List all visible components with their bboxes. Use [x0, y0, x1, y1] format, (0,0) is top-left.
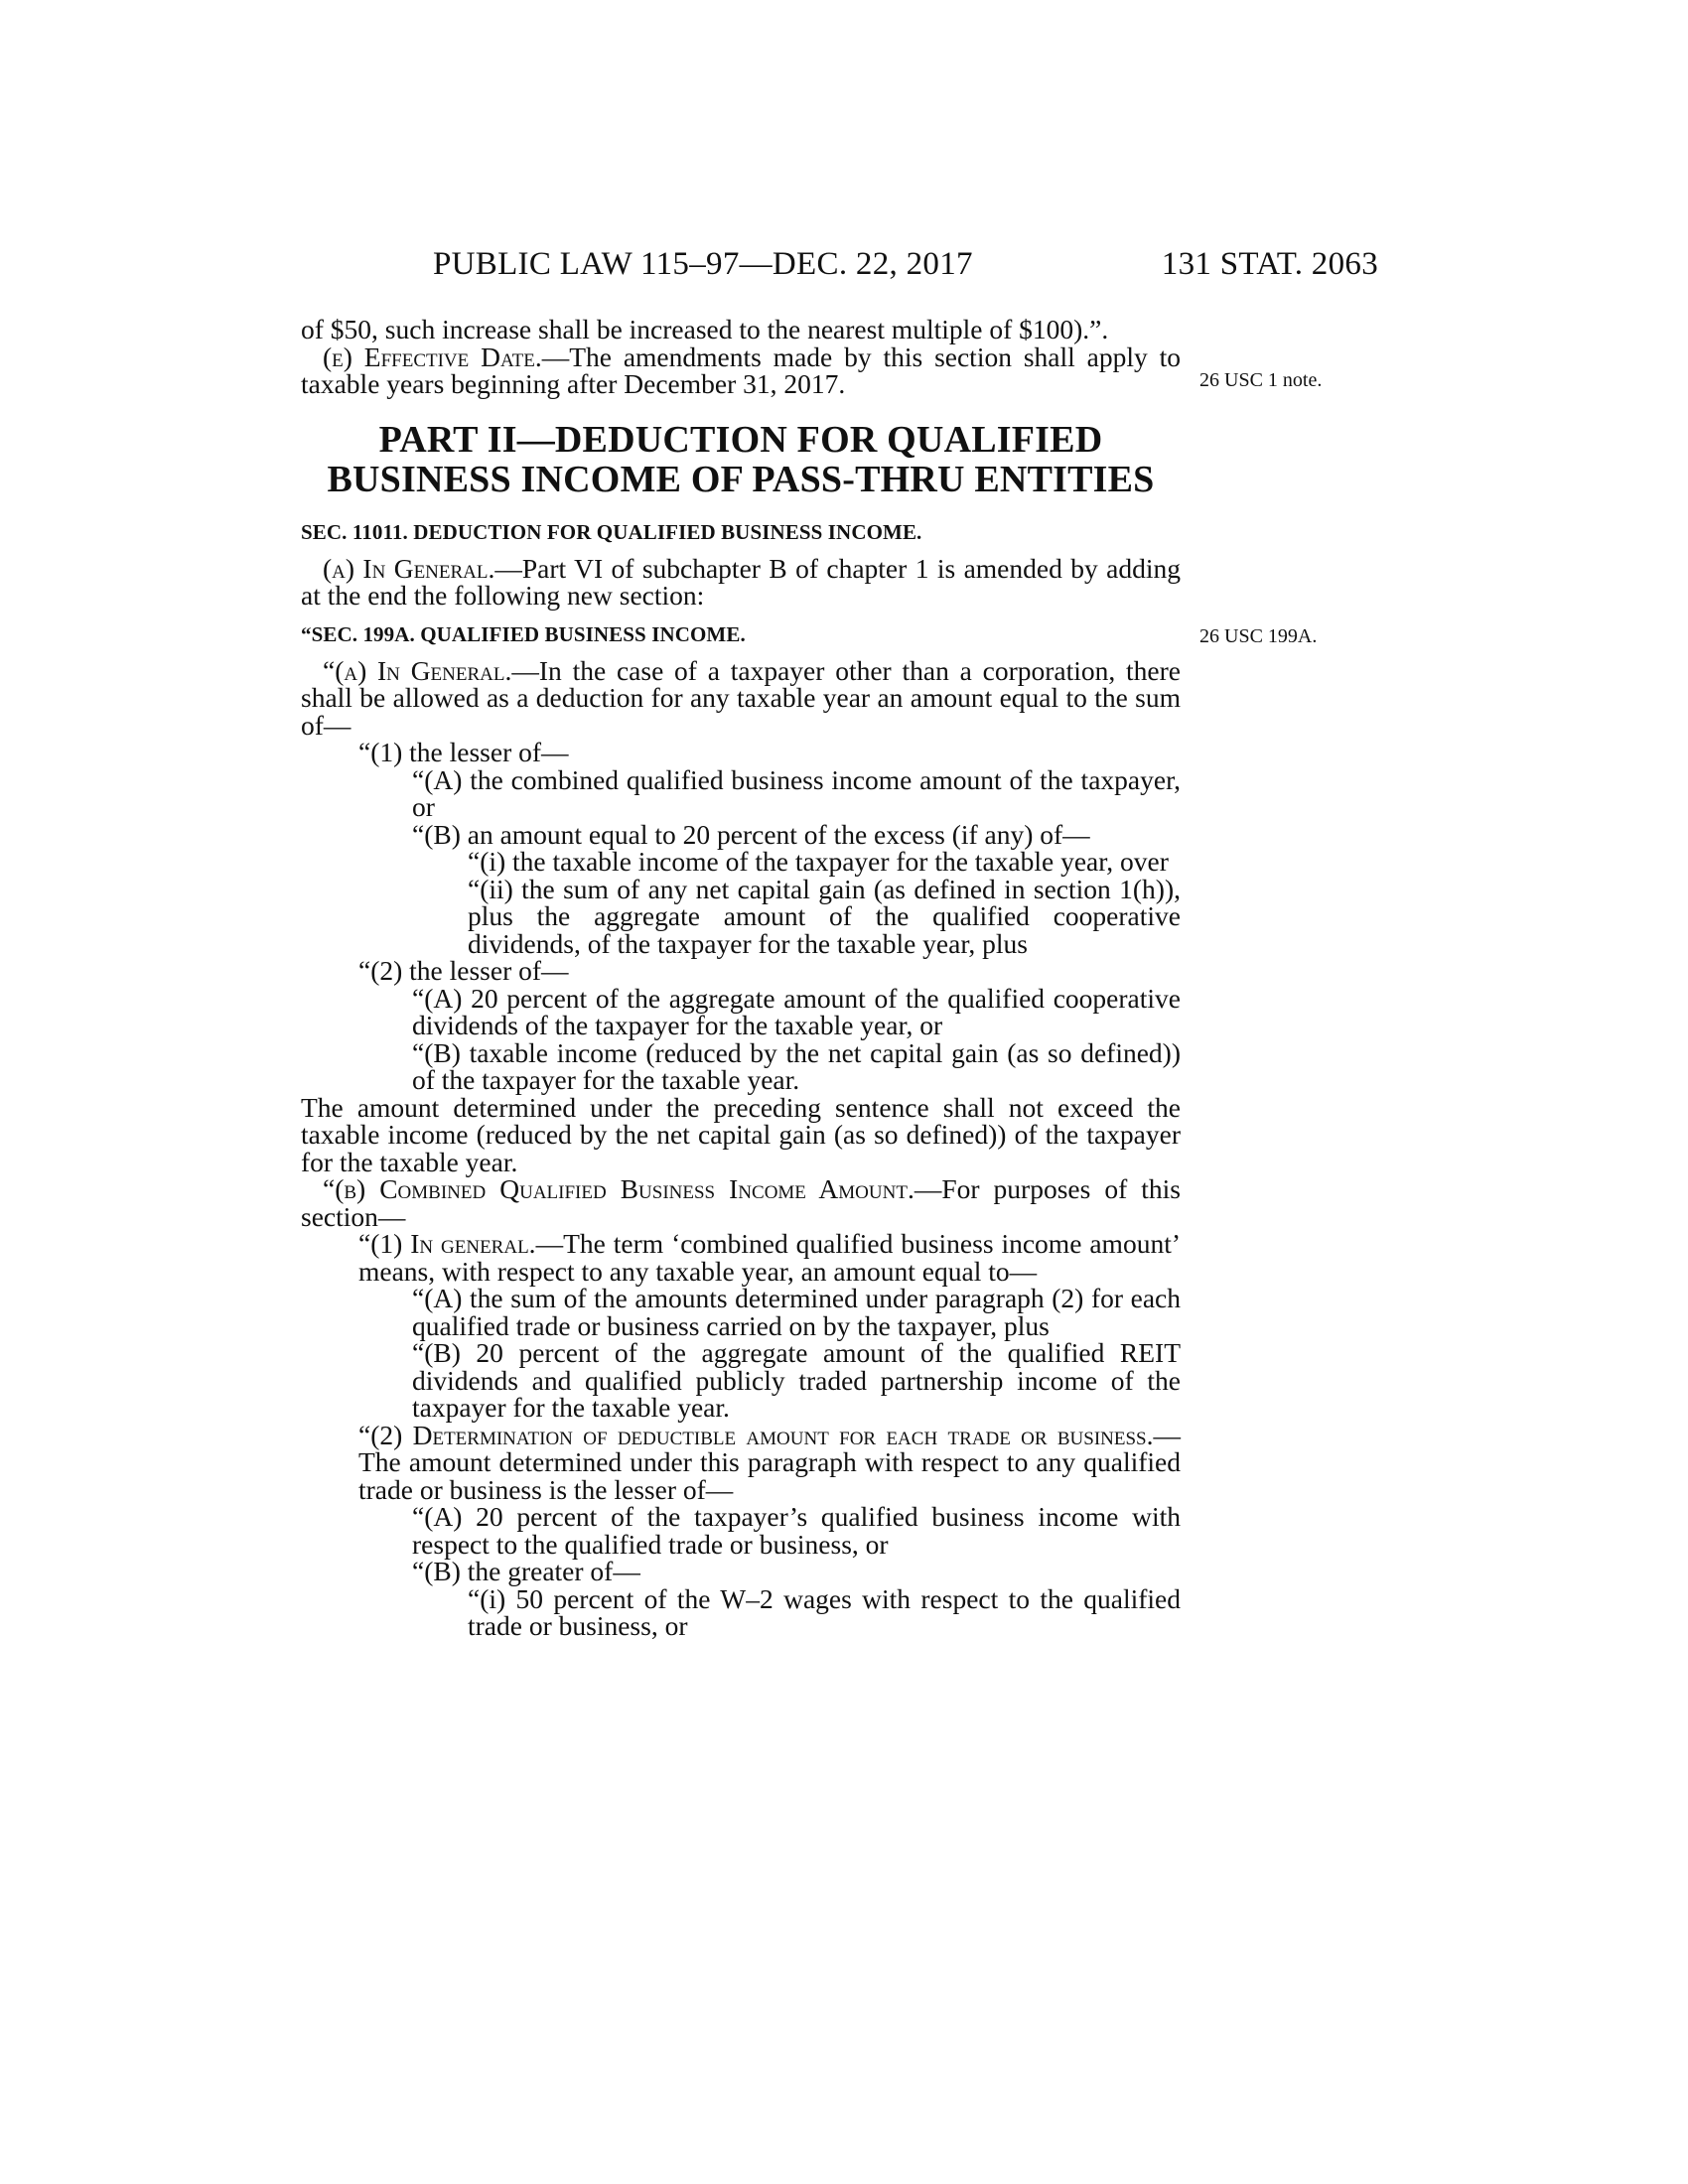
- subparagraph-a1A: [301, 763, 1181, 822]
- part-title-line-1: PART II—DEDUCTION FOR QUALIFIED: [378, 418, 1103, 461]
- clause-a1Bii: “(ii) the sum of any net capital gain (as defined in section 1(h)), plus the aggregate amount of the qualified cooperative dividends, of the taxpayer for the taxable year, plus: [468, 873, 1181, 959]
- paragraph-in-general: [301, 552, 1181, 611]
- subparagraph-text: “(A) the combined qualified business income amount of the taxpayer, or: [412, 763, 1181, 822]
- run-in-heading: “(a) In General.: [323, 654, 512, 686]
- paragraph-b1: [301, 1230, 1181, 1285]
- paragraph-text: —For purposes of this section—: [301, 1173, 1181, 1232]
- subparagraph-a2A: “(A) 20 percent of the aggregate amount of the qualified cooperative dividends of the taxpayer for the taxable year, or: [412, 982, 1181, 1040]
- run-in-heading: “(1) In general.: [358, 1228, 536, 1259]
- paragraph-text: —The term ‘combined qualified business income amount’ means, with respect to any taxable year, an amount equal to—: [358, 1228, 1181, 1287]
- paragraph-text: —In the case of a taxpayer other than a corporation, there shall be allowed as a deduction for any taxable year an amount equal to the sum of—: [301, 654, 1181, 741]
- subparagraph-b2A: “(A) 20 percent of the taxpayer’s qualified business income with respect to the qualified trade or business, or: [412, 1501, 1181, 1560]
- subsection-b: [301, 1175, 1181, 1230]
- clause-a1Bi: “(i) the taxable income of the taxpayer for the taxable year, over: [468, 846, 1169, 877]
- clause-b2Bi: “(i) 50 percent of the W–2 wages with respect to the qualified trade or business, or: [468, 1582, 1181, 1641]
- section-heading-199a: “SEC. 199A. QUALIFIED BUSINESS INCOME.: [301, 621, 746, 646]
- paragraph-text: —The amount determined under this paragraph with respect to any qualified trade or business is the lesser of—: [358, 1419, 1181, 1505]
- subparagraph-a2B: “(B) taxable income (reduced by the net capital gain (as so defined)) of the taxpayer for the taxable year.: [412, 1036, 1181, 1095]
- paragraph-a1: “(1) the lesser of—: [358, 737, 569, 767]
- run-in-heading: (a) In General.: [323, 552, 495, 584]
- paragraph-b2: [301, 1419, 1181, 1505]
- subsection-a: [301, 654, 1181, 741]
- subparagraph-b1B: “(B) 20 percent of the aggregate amount of the qualified REIT dividends and qualified publicly traded partnership income of the taxpayer for the taxable year.: [412, 1337, 1181, 1423]
- page-header: [298, 246, 1378, 286]
- flush-text: The amount determined under the preceding sentence shall not exceed the taxable income (reduced by the net capital gain (as so defined)) of the taxpayer for the taxable year.: [301, 1091, 1181, 1177]
- paragraph-text: —The amendments made by this section shall apply to taxable years beginning after December 31, 2017.: [301, 341, 1181, 399]
- statute-page-reference: 131 STAT. 2063: [1161, 246, 1378, 282]
- part-title: [301, 420, 1181, 499]
- subparagraph-a1B: “(B) an amount equal to 20 percent of the excess (if any) of—: [412, 818, 1090, 850]
- run-in-heading: “(b) Combined Qualified Business Income Amount.: [323, 1173, 914, 1204]
- margin-note-usc-199a: 26 USC 199A.: [1199, 625, 1318, 647]
- subparagraph-b2B: “(B) the greater of—: [412, 1556, 640, 1586]
- section-heading-11011: SEC. 11011. DEDUCTION FOR QUALIFIED BUSINESS INCOME.: [301, 519, 922, 544]
- part-title-line-2: BUSINESS INCOME OF PASS-THRU ENTITIES: [327, 458, 1155, 500]
- paragraph-text: —Part VI of subchapter B of chapter 1 is amended by adding at the end the following new section:: [301, 552, 1181, 611]
- run-in-heading: “(2) Determination of deductible amount for each trade or business.: [358, 1419, 1154, 1450]
- margin-note-usc-1: 26 USC 1 note.: [1199, 369, 1323, 391]
- subparagraph-b1A: “(A) the sum of the amounts determined under paragraph (2) for each qualified trade or business carried on by the taxpayer, plus: [412, 1283, 1181, 1341]
- run-in-heading: (e) Effective Date.: [323, 341, 542, 372]
- paragraph-a2: “(2) the lesser of—: [358, 955, 569, 986]
- running-head: PUBLIC LAW 115–97—DEC. 22, 2017: [433, 246, 973, 282]
- statute-text: [301, 316, 1181, 1640]
- paragraph-effective-date: [301, 343, 1181, 398]
- paragraph-continuation: of $50, such increase shall be increased to the nearest multiple of $100).”.: [301, 314, 1109, 344]
